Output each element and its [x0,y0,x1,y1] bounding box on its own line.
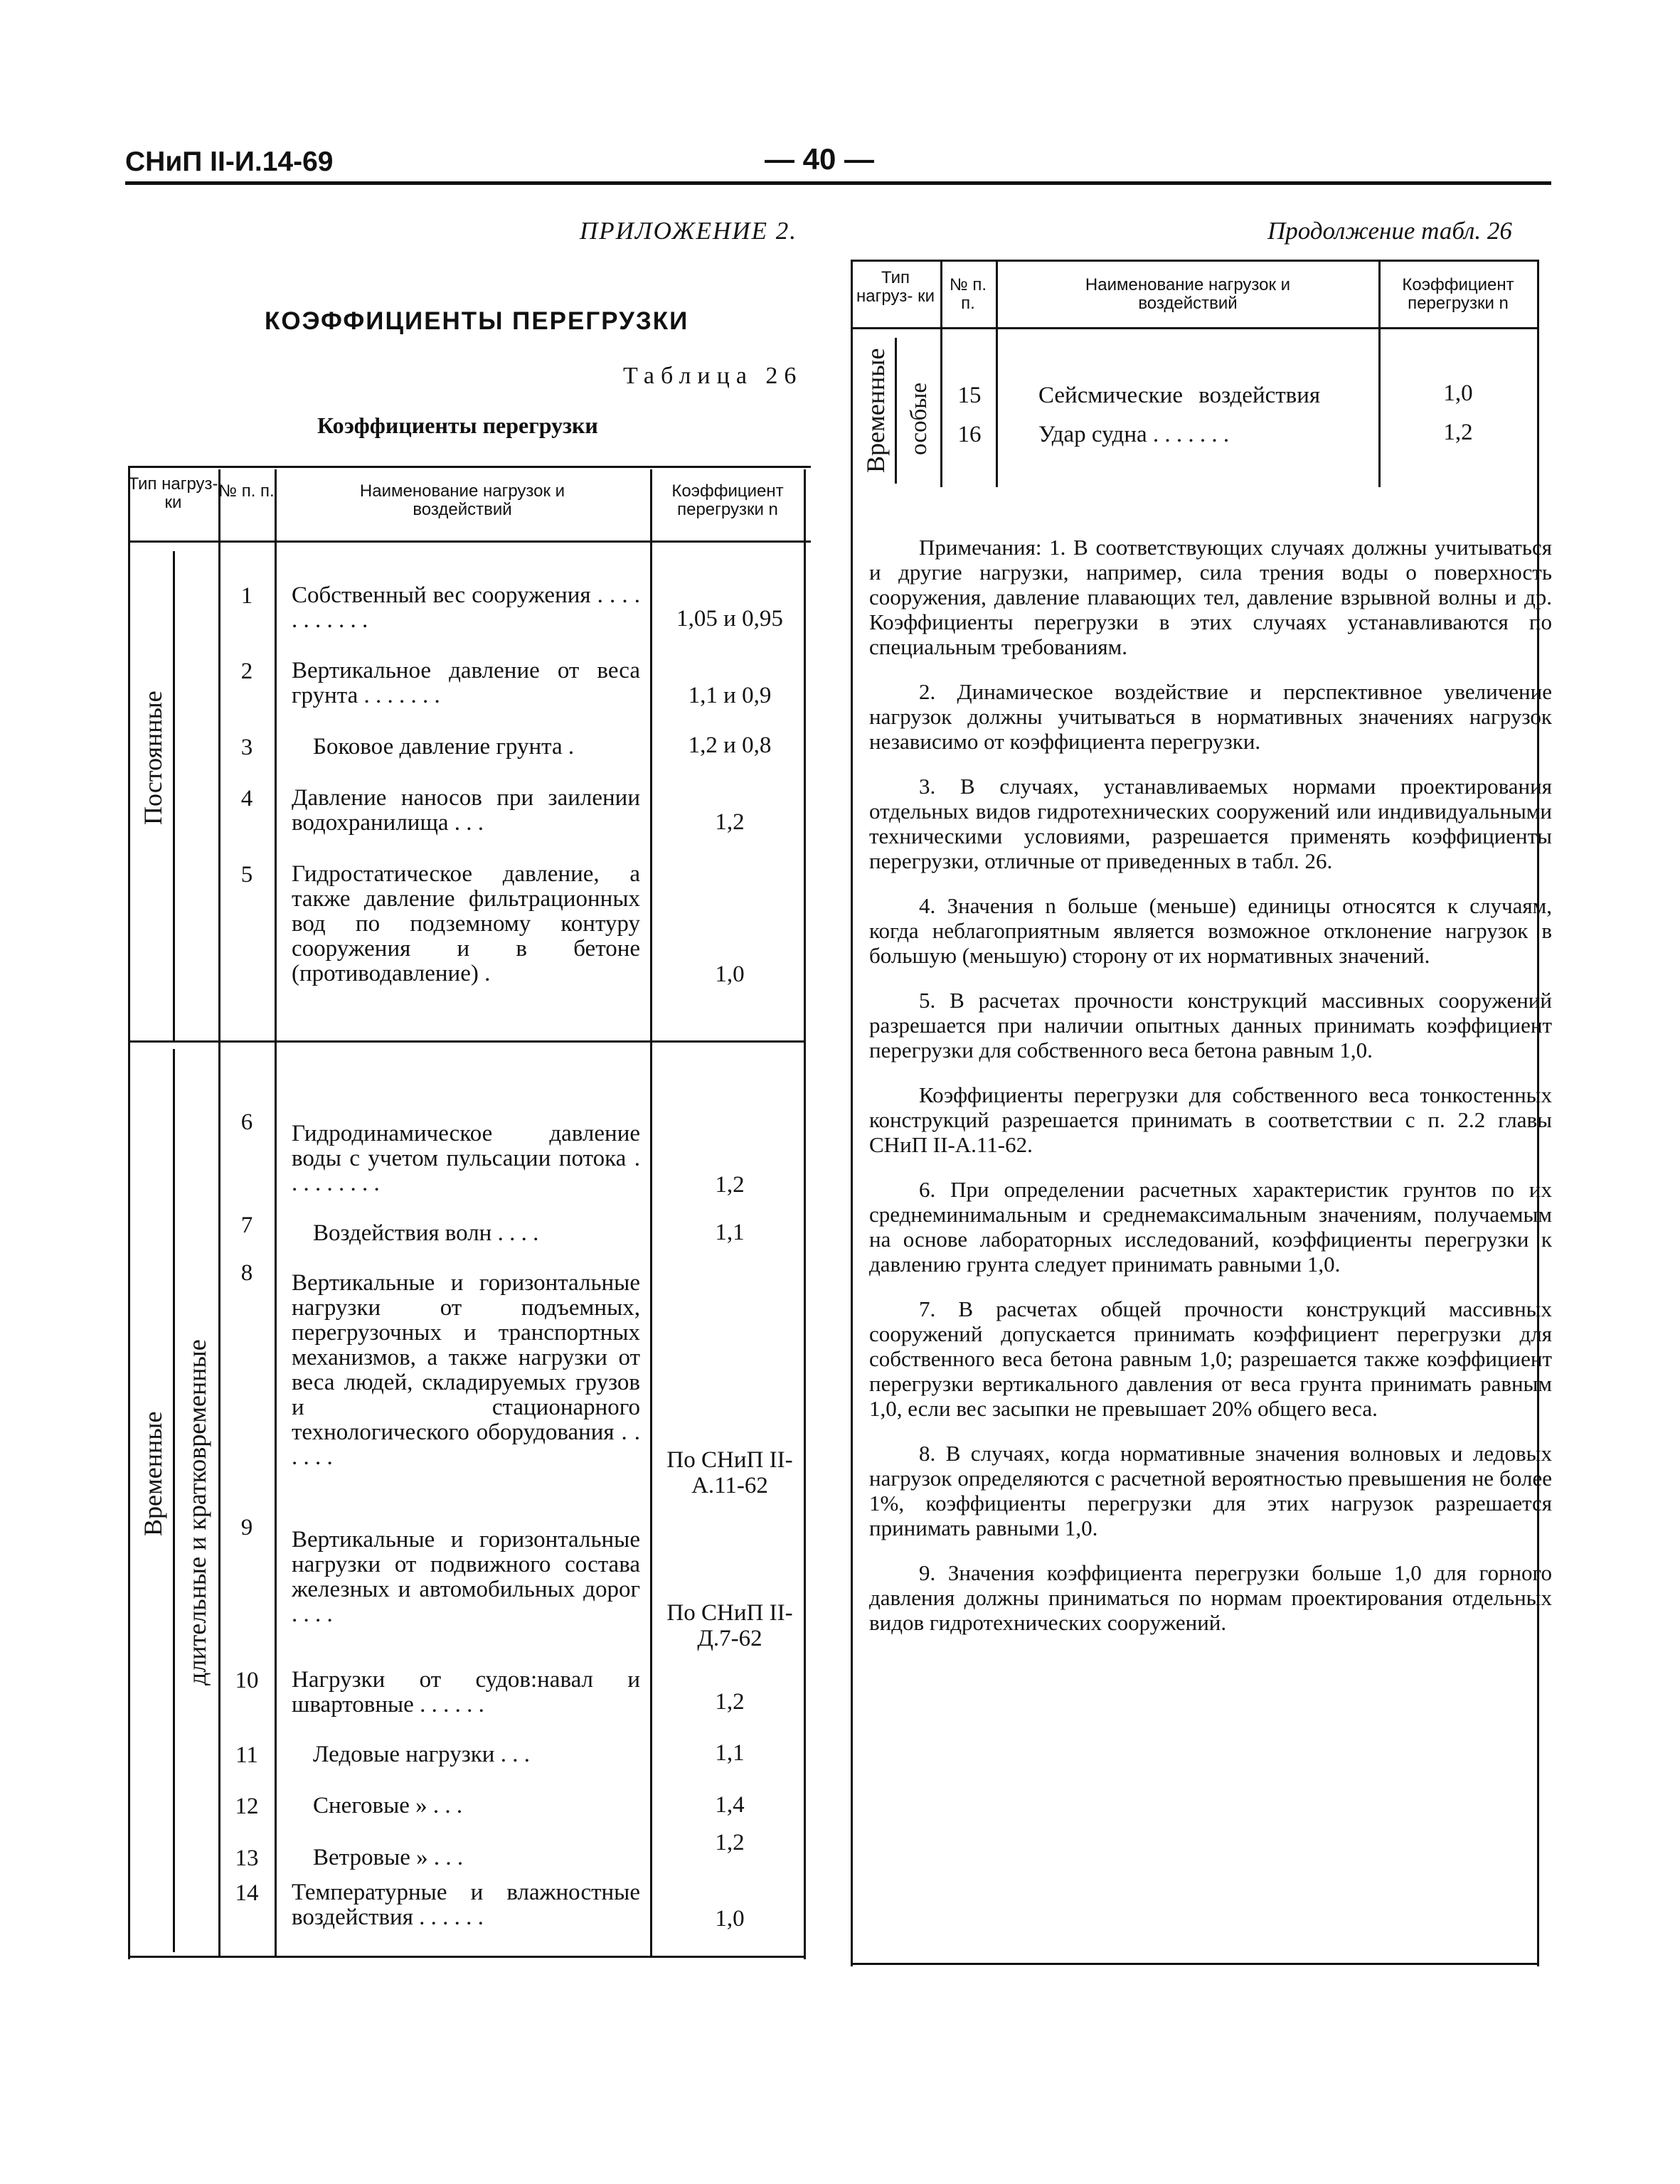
header-coef: Коэффициент перегрузки n [1402,275,1514,313]
row-no: 3 [240,735,253,760]
row-coef: 1,0 [715,962,745,987]
row-name: Воздействия волн . . . . [313,1220,539,1246]
header-rule [125,181,1551,185]
row-no: 15 [957,383,982,408]
note: 3. В случаях, устанавливаемых нормами проектирования отдельных видов гидротехнических сооружений или индивидуальными техническими условиями, разрешается применять коэффициенты перегрузки, отличные от приведенных в табл. 26. [869,774,1552,873]
row-name: Ветровые » . . . [313,1845,464,1870]
row-coef: 1,2 [715,1689,745,1715]
row-coef: 1,2 [715,1172,745,1198]
row-name: Гидростатическое давление, а также давление фильтрационных вод по подземному контуру сооружения и в бетоне (противодавление) . [292,861,640,986]
header-name: Наименование нагрузок и воздействий [1085,275,1291,313]
row-coef: По СНиП II-Д.7-62 [666,1600,793,1651]
row-name: Удар судна . . . . . . . [1038,422,1230,447]
group-permanent: Постоянные [139,691,167,825]
row-no: 12 [235,1794,259,1819]
doc-code: СНиП II-И.14-69 [125,147,334,177]
row-coef: 1,1 [715,1220,745,1245]
row-no: 9 [240,1515,253,1540]
row-name: Боковое давление грунта . [313,734,575,760]
row-coef: 1,0 [715,1906,745,1932]
notes [869,535,1552,1655]
note: Примечания: 1. В соответствующих случаях должны учитываться и другие нагрузки, например, сила трения воды о поверхность сооружения, давление плавающих тел, давление взрывной волны и др. Коэффициенты перегрузки в этих случаях устанавливаются по специальным требованиям. [869,535,1552,659]
note: 5. В расчетах прочности конструкций массивных сооружений разрешается при наличии опытных данных принимать коэффициент перегрузки для собственного веса бетона равным 1,0. [869,988,1552,1062]
note: 2. Динамическое воздействие и перспективное увеличение нагрузок должны учитываться в нормативных значениях нагрузок независимо от коэффициента перегрузки. [869,679,1552,754]
row-coef: 1,1 [715,1740,745,1766]
row-name: Вертикальное давление от веса грунта . . . . . . . [292,658,640,708]
group-temporary: Временные [861,348,890,473]
row-no: 6 [240,1109,253,1135]
note: 4. Значения n больше (меньше) единицы относятся к случаям, когда неблагоприятным является возможное отклонение нагрузок в большую (меньшую) сторону от их нормативных значений. [869,893,1552,968]
header-type: Тип нагруз- ки [128,474,218,512]
row-name: Давление наносов при заилении водохранилища . . . [292,785,640,836]
note: 9. Значения коэффициента перегрузки больше 1,0 для горного давления должны приниматься по нормам проектирования отдельных видов гидротехнических сооружений. [869,1560,1552,1635]
row-no: 16 [957,422,982,447]
row-name: Собственный вес сооружения . . . . . . . . . . . [292,582,640,633]
row-name: Вертикальные и горизонтальные нагрузки от подъемных, перегрузочных и транспортных механизмов, а также нагрузки от веса людей, складируемых грузов и стационарного технологического оборудования . . . . . . [292,1270,640,1470]
row-name: Нагрузки от судов:навал и швартовные . . . . . . [292,1667,640,1717]
header-no: № п. п. [218,481,275,501]
row-no: 11 [235,1742,258,1768]
row-coef: 1,05 и 0,95 [676,606,783,632]
continuation-label: Продолжение табл. 26 [1267,217,1512,245]
header-name: Наименование нагрузок и воздействий [359,481,565,519]
row-name: Температурные и влажностные воздействия . . . . . . [292,1880,640,1930]
header-coef: Коэффициент перегрузки n [671,481,784,519]
row-no: 5 [240,862,253,888]
row-coef: По СНиП II-А.11-62 [666,1447,793,1498]
row-no: 8 [240,1260,253,1286]
group-temporary: Временные [139,1411,167,1536]
row-name: Сейсмические воздействия [1038,383,1321,408]
row-coef: 1,4 [715,1792,745,1818]
row-no: 10 [235,1668,259,1693]
row-no: 1 [240,583,253,609]
row-name: Вертикальные и горизонтальные нагрузки от подвижного состава железных и автомобильных дорог . . . . [292,1527,640,1627]
page-number: — 40 — [765,142,875,176]
row-no: 13 [235,1845,259,1871]
row-name: Снеговые » . . . [313,1793,463,1818]
header-type: Тип нагруз- ки [856,268,935,306]
note: Коэффициенты перегрузки для собственного веса тонкостенных конструкций разрешается принимать в соответствии с п. 2.2 главы СНиП II-А.11-62. [869,1082,1552,1157]
group-long-short: длительные и кратковременные [183,1339,211,1685]
note: 7. В расчетах общей прочности конструкций массивных сооружений допускается принимать коэффициент перегрузки для собственного веса бетона равным 1,0; разрешается также коэффициент перегрузки вертикального давления от веса грунта принимать равным 1,0, если вес засыпки не превышает 20% общего веса. [869,1296,1552,1421]
section-title: КОЭФФИЦИЕНТЫ ПЕРЕГРУЗКИ [265,307,689,335]
row-no: 2 [240,659,253,684]
row-coef: 1,0 [1443,380,1473,406]
row-no: 14 [235,1880,259,1906]
row-name: Ледовые нагрузки . . . [313,1742,530,1767]
note: 6. При определении расчетных характеристик грунтов по их среднеминимальным и среднемаксимальным значениям, получаемым на основе лабораторных исследований, коэффициенты перегрузки к давлению грунта следует принимать равными 1,0. [869,1177,1552,1277]
table-title: Коэффициенты перегрузки [317,412,598,438]
row-coef: 1,1 и 0,9 [688,683,772,708]
note: 8. В случаях, когда нормативные значения волновых и ледовых нагрузок определяются с расчетной вероятностью превышения не более 1%, коэффициенты перегрузки для этих нагрузок разрешается принимать равными 1,0. [869,1441,1552,1540]
row-no: 4 [240,786,253,811]
row-coef: 1,2 и 0,8 [688,733,772,758]
row-name: Гидродинамическое давление воды с учетом пульсации потока . . . . . . . . . [292,1121,640,1196]
row-coef: 1,2 [715,1830,745,1855]
row-no: 7 [240,1213,253,1238]
group-special: особые [906,382,932,455]
header-no: № п. п. [949,275,987,313]
row-coef: 1,2 [1443,420,1473,445]
row-coef: 1,2 [715,809,745,835]
table-label: Таблица 26 [623,363,803,389]
appendix-label: ПРИЛОЖЕНИЕ 2. [580,217,797,245]
